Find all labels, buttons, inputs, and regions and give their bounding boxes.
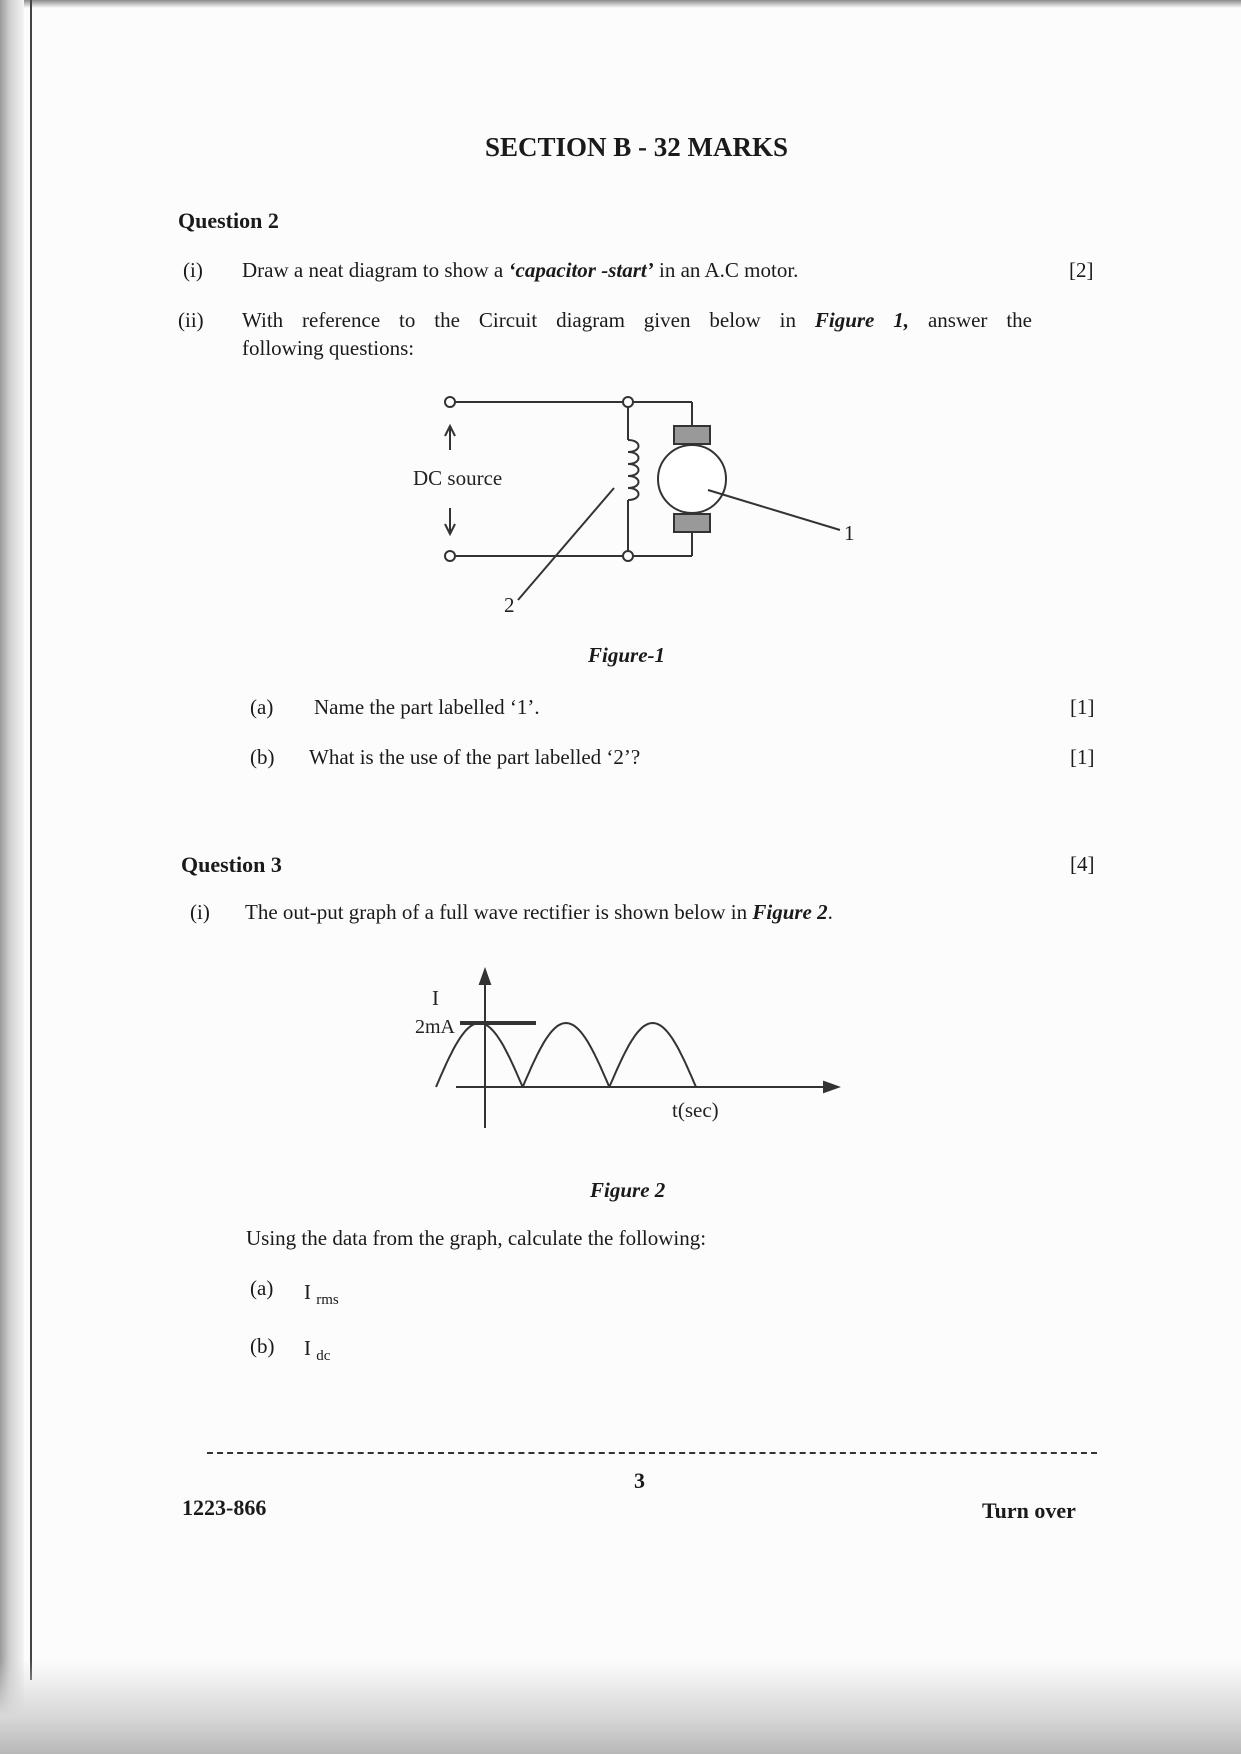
q3-part-i-number: (i) bbox=[190, 900, 210, 924]
label-2-leader bbox=[518, 488, 614, 600]
figure-1-label-2: 2 bbox=[504, 593, 515, 617]
peak-current-label: 2mA bbox=[415, 1016, 455, 1038]
figure-2-chart bbox=[400, 960, 860, 1130]
negative-terminal bbox=[445, 551, 455, 561]
figure-1-circuit bbox=[400, 390, 870, 620]
q2-part-ii-number: (ii) bbox=[178, 308, 204, 332]
paper-code: 1223-866 bbox=[182, 1495, 267, 1520]
top-junction-node bbox=[623, 397, 633, 407]
dc-source-label: DC source bbox=[413, 466, 503, 490]
motor-armature bbox=[658, 445, 726, 513]
q2-sub-a-number: (a) bbox=[250, 695, 274, 719]
question-2-heading: Question 2 bbox=[178, 208, 279, 233]
q3-sub-a-symbol: I bbox=[304, 1280, 311, 1304]
q3-sub-a-number: (a) bbox=[250, 1276, 274, 1300]
q2-part-i-text bbox=[242, 258, 798, 283]
bottom-junction-node bbox=[623, 551, 633, 561]
question-3-heading: Question 3 bbox=[181, 852, 282, 877]
figure-1-label-1: 1 bbox=[844, 521, 855, 545]
y-axis-label: I bbox=[432, 986, 439, 1010]
q3-sub-b-symbol: I bbox=[304, 1336, 311, 1360]
q2-part-i-text-after: in an A.C motor. bbox=[653, 258, 799, 282]
q3-marks: [4] bbox=[1070, 852, 1095, 876]
field-coil-winding bbox=[628, 440, 639, 500]
motor-bottom-brush bbox=[674, 514, 710, 532]
q3-part-i-emphasis: Figure 2 bbox=[752, 900, 828, 924]
figure-2-caption: Figure 2 bbox=[590, 1178, 666, 1202]
q2-sub-b-marks: [1] bbox=[1070, 745, 1095, 769]
q2-part-i-text-before: Draw a neat diagram to show a bbox=[242, 258, 509, 282]
page-number: 3 bbox=[634, 1468, 645, 1493]
q2-sub-b-number: (b) bbox=[250, 745, 275, 769]
q2-sub-a-text: Name the part labelled ‘1’. bbox=[314, 695, 540, 719]
q3-part-i-text-after: . bbox=[827, 900, 833, 924]
scan-left-edge bbox=[0, 0, 24, 1754]
rectified-half-cycle-2 bbox=[523, 1023, 610, 1087]
q2-part-i-emphasis: ‘capacitor -start’ bbox=[508, 258, 654, 282]
figure-1-caption: Figure-1 bbox=[588, 643, 666, 667]
q2-part-ii-line1-after: answer the bbox=[909, 308, 1032, 332]
q3-sub-a-subscript: rms bbox=[316, 1292, 339, 1309]
q2-sub-a-marks: [1] bbox=[1070, 695, 1095, 719]
q3-sub-b-subscript: dc bbox=[316, 1348, 331, 1365]
motor-top-brush bbox=[674, 426, 710, 444]
q2-part-ii-line1 bbox=[242, 308, 1032, 333]
q3-part-i-text bbox=[245, 900, 833, 925]
q3-sub-b-number: (b) bbox=[250, 1334, 275, 1358]
positive-terminal bbox=[445, 397, 455, 407]
scan-top-edge bbox=[0, 0, 1241, 8]
scan-binding-line bbox=[30, 0, 32, 1680]
q2-part-ii-line1-emphasis: Figure 1, bbox=[814, 308, 910, 332]
q2-part-i-marks: [2] bbox=[1069, 258, 1094, 282]
q2-part-i-number: (i) bbox=[183, 258, 203, 282]
footer-dashed-rule bbox=[207, 1452, 1097, 1454]
q3-instruction: Using the data from the graph, calculate the following: bbox=[246, 1226, 707, 1250]
q2-part-ii-line1-before: With reference to the Circuit diagram given below in bbox=[242, 308, 815, 332]
rectified-half-cycle-3 bbox=[609, 1023, 696, 1087]
label-1-leader bbox=[708, 490, 840, 530]
scan-bottom-shadow bbox=[0, 1660, 1241, 1754]
q3-sub-a-expression bbox=[304, 1280, 339, 1309]
q2-part-ii-line2: following questions: bbox=[242, 336, 415, 360]
q2-sub-b-text: What is the use of the part labelled ‘2’? bbox=[309, 745, 641, 769]
q3-part-i-text-before: The out-put graph of a full wave rectifier is shown below in bbox=[245, 900, 753, 924]
q3-sub-b-expression bbox=[304, 1336, 330, 1365]
section-title: SECTION B - 32 MARKS bbox=[485, 132, 789, 162]
y-axis-arrowhead bbox=[480, 970, 490, 984]
turn-over-label: Turn over bbox=[982, 1498, 1076, 1523]
x-axis-label: t(sec) bbox=[672, 1098, 719, 1122]
x-axis-arrowhead bbox=[824, 1082, 838, 1092]
